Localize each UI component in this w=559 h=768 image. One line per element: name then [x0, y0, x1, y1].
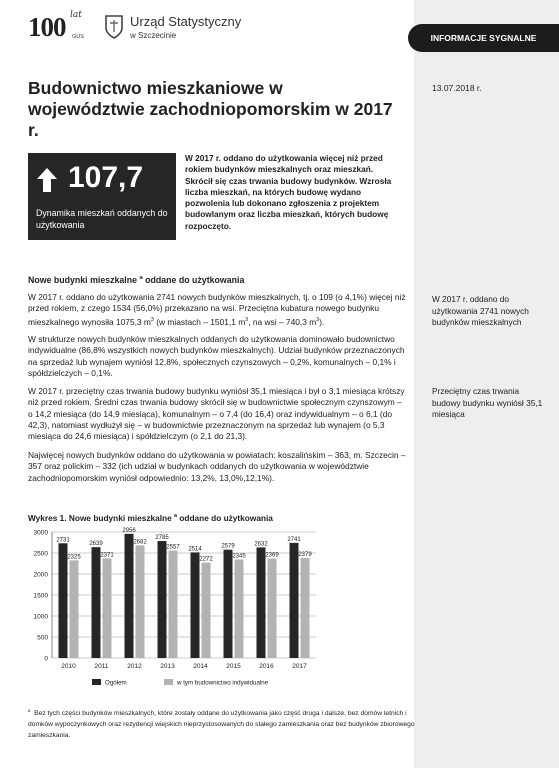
data-label: 2579 — [221, 543, 235, 550]
bar — [59, 543, 68, 658]
chart-title-footnote-mark: a — [174, 513, 178, 520]
bar — [268, 559, 277, 658]
data-label: 2741 — [287, 536, 301, 543]
bar — [301, 558, 310, 658]
office-city: w Szczecinie — [130, 31, 177, 40]
arrow-up-icon — [36, 167, 58, 193]
office-emblem-icon — [104, 14, 124, 40]
paragraph-1-part: W 2017 r. oddano do użytkowania 2741 nowych budynków mieszkalnych, tj. o 109 (o 4,1%) więcej niż przed rokiem, z czego 1534 (56,0%) przekazano na wsi. Przeciętna kubatura nowego budynku mieszkalnego wynosiła 1075,3 m — [28, 292, 406, 327]
data-label: 2345 — [232, 553, 246, 560]
side-note-1: W 2017 r. oddano do użytkowania 2741 nowych budynków mieszkalnych — [432, 294, 529, 327]
kpi-label: Dynamika mieszkań oddanych do użytkowania — [36, 208, 168, 230]
x-tick-label: 2016 — [259, 663, 274, 670]
anniversary-logo-gus: GUS — [72, 34, 84, 40]
document-type-tag: INFORMACJE SYGNALNE — [408, 24, 559, 52]
kpi-value: 107,7 — [68, 161, 144, 194]
page-title: Budownictwo mieszkaniowe w województwie zachodniopomorskim w 2017 r. — [28, 78, 393, 140]
x-tick-label: 2011 — [94, 663, 109, 670]
x-tick-label: 2013 — [160, 663, 175, 670]
chart-title-text: Wykres 1. Nowe budynki mieszkalne — [28, 513, 172, 523]
data-label: 2369 — [265, 552, 279, 559]
data-label: 2632 — [254, 541, 268, 548]
x-tick-label: 2012 — [127, 663, 142, 670]
bar — [169, 551, 178, 658]
data-label: 2514 — [188, 546, 202, 553]
kpi-box — [28, 153, 176, 240]
footnote-text: Bez tych części budynków mieszkalnych, które zostały oddane do użytkowania jako część druga i dalsze, bez domów letnich i domków wypoczynkowych oraz rezydencji wiejskich nieprzystosowanych do stałego zamieszkania oraz bez budynków zbiorowego zamieszkania. — [28, 710, 415, 740]
section-heading-tail: oddane do użytkowania — [142, 275, 245, 285]
x-tick-label: 2014 — [193, 663, 208, 670]
y-tick-label: 500 — [37, 634, 48, 642]
paragraph-1 — [28, 292, 408, 328]
data-label: 2731 — [56, 537, 70, 544]
data-label: 2639 — [89, 541, 103, 548]
bar — [70, 560, 79, 658]
data-label: 2682 — [133, 539, 147, 546]
y-tick-label: 2000 — [33, 571, 48, 579]
bar — [136, 545, 145, 658]
sidebar-panel — [414, 0, 559, 768]
paragraph-2: W strukturze nowych budynków mieszkalnych oddanych do użytkowania dominowało budownictwo indywidualne (86,8% wszystkich nowych budynków mieszkalnych). Udział budynków przeznaczonych na sprzedaż lub wynajem wyniósł 12,8%, społecznych czynszowych – 0,2%, komunalnych – 0,1% i spółdzielczych – 0,1%. — [28, 334, 405, 378]
anniversary-logo-number: 100 — [28, 12, 66, 42]
y-tick-label: 1500 — [33, 592, 48, 600]
legend-swatch — [164, 679, 173, 685]
office-name: Urząd Statystyczny — [130, 14, 242, 29]
bar — [103, 558, 112, 658]
section-heading-footnote-mark: a — [139, 275, 143, 282]
y-tick-label: 3000 — [33, 529, 48, 537]
paragraph-4: Najwięcej nowych budynków oddano do użytkowania w powiatach: koszalińskim – 363, m. Szczecin – 357 oraz polickim – 332 (ich udział w budynkach oddanych do użytkowania w województwie zachodniopomorskim wyniósł odpowiednio: 13,2%, 13,0%,12,1%). — [28, 450, 406, 483]
paragraph-1-part: , na wsi – 740,3 m — [248, 316, 317, 327]
bar — [202, 563, 211, 658]
data-label: 2379 — [298, 552, 312, 559]
bar — [224, 550, 233, 658]
superscript: 3 — [150, 316, 154, 323]
bar-chart — [20, 522, 320, 692]
bar — [290, 543, 299, 658]
legend-label: Ogółem — [105, 679, 127, 687]
data-label: 2956 — [122, 527, 136, 534]
bar — [257, 547, 266, 658]
x-tick-label: 2017 — [292, 663, 307, 670]
footnote-mark: a — [28, 708, 31, 713]
x-tick-label: 2010 — [61, 663, 76, 670]
side-note-2: Przeciętny czas trwania budowy budynku wyniósł 35,1 miesiąca — [432, 386, 543, 419]
data-label: 2785 — [155, 535, 169, 542]
y-tick-label: 2500 — [33, 550, 48, 558]
publication-date: 13.07.2018 r. — [432, 83, 482, 93]
legend-label: w tym budownictwo indywidualne — [177, 679, 269, 687]
data-label: 2325 — [67, 554, 81, 561]
chart-title-tail: oddane do użytkowania — [177, 513, 273, 523]
anniversary-logo-script: lat — [70, 10, 82, 20]
lead-paragraph: W 2017 r. oddano do użytkowania więcej niż przed rokiem budynków mieszkalnych oraz mieszkań. Skrócił się czas trwania budowy budynków. Wzrosła liczba mieszkań, na których budowę wydano pozwolenia lub dokonano zgłoszenia z projektem budowlanym oraz liczba mieszkań, których budowę rozpoczęto. — [185, 153, 392, 231]
superscript: 3 — [245, 316, 249, 323]
data-label: 2371 — [100, 552, 114, 559]
paragraph-1-part: (w miastach – 1501,1 m — [153, 316, 246, 327]
data-label: 2557 — [166, 544, 180, 551]
bar — [235, 560, 244, 658]
bar — [191, 552, 200, 658]
bar — [92, 547, 101, 658]
section-heading-text: Nowe budynki mieszkalne — [28, 275, 138, 285]
paragraph-3: W 2017 r. przeciętny czas trwania budowy budynku wyniósł 35,1 miesiąca i był o 3,1 miesiąca krótszy niż przed rokiem. Średni czas trwania budowy skrócił się w budownictwie społecznym czynszowym – o 14,2 miesiąca (do 14,9 miesiąca), komunalnym – o 7,4 (do 16,4) oraz indywidualnym – o 6,1 (do 42,3), natomiast wydłużył się – w budownictwie przeznaczonym na sprzedaż lub wynajem (o 5,3 miesiąca do 24,6 miesiąca) i spółdzielczym (o 2,1 do 21,3). — [28, 386, 405, 442]
x-tick-label: 2015 — [226, 663, 241, 670]
superscript: 3 — [316, 316, 320, 323]
bar — [158, 541, 167, 658]
data-label: 2272 — [199, 556, 213, 563]
y-tick-label: 1000 — [33, 613, 48, 621]
legend-swatch — [92, 679, 101, 685]
paragraph-1-part: ). — [319, 316, 325, 327]
section-heading — [28, 275, 244, 285]
footnote — [28, 705, 418, 741]
bar — [125, 534, 134, 658]
y-tick-label: 0 — [44, 655, 48, 663]
